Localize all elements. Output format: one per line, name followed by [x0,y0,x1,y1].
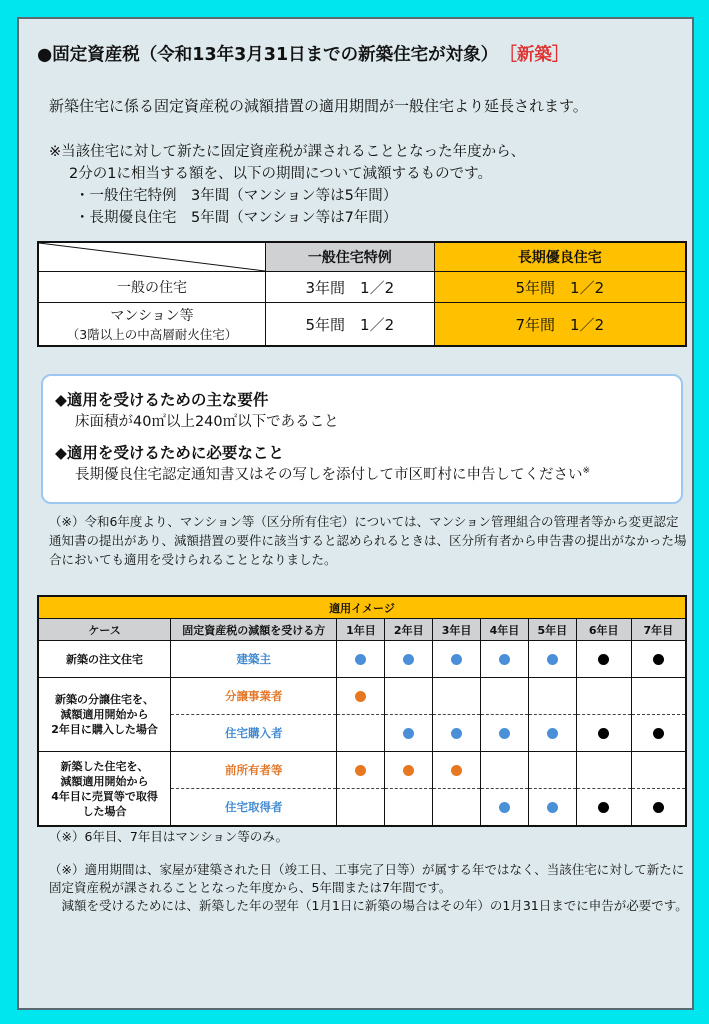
year-cell [576,678,631,715]
header-year-3: 3年目 [433,619,481,641]
cell-mansion-long: 7年間 1／2 [434,303,686,347]
year-cell [337,678,385,715]
black-dot-icon [598,654,609,665]
year-cell [337,752,385,789]
footnote-period-2: 減額を受けるためには、新築した年の翌年（1月1日に新築の場合はその年）の1月31日までに申告が必要です。 [49,898,688,913]
footnote-period-1: （※）適用期間は、家屋が建築された日（竣工日、工事完了日等）が属する年ではなく、当該住宅に対して新たに固定資産税が課されることとなった年度から、5年間または7年間です。 [49,862,685,895]
header-year-5: 5年目 [528,619,576,641]
recipient-cell: 分譲事業者 [171,678,337,715]
year-cell [528,752,576,789]
note-period [49,141,525,229]
black-dot-icon [598,728,609,739]
note-mark: ※ [582,466,591,477]
year-cell [528,678,576,715]
blue-dot-icon [355,654,366,665]
cell-mansion-general: 5年間 1／2 [266,303,435,347]
recipient-cell: 前所有者等 [171,752,337,789]
blue-dot-icon [499,728,510,739]
black-dot-icon [653,802,664,813]
year-cell [576,641,631,678]
black-dot-icon [598,802,609,813]
case-cell [38,641,171,678]
requirement-heading-1: ◆適用を受けるための主な要件 [55,391,269,409]
diagonal-corner-cell [38,242,266,272]
year-cell [385,641,433,678]
year-cell [433,752,481,789]
year-cell [481,752,529,789]
year-cell [631,752,686,789]
cell-general-house-general: 3年間 1／2 [266,272,435,303]
recipient-cell: 建築主 [171,641,337,678]
recipient-cell: 住宅購入者 [171,715,337,752]
page-title [37,41,569,66]
orange-dot-icon [355,691,366,702]
note-line-1: ※当該住宅に対して新たに固定資産税が課されることとなった年度から、 [49,144,526,160]
header-long-term: 長期優良住宅 [434,242,686,272]
row-label-mansion [38,303,266,347]
orange-dot-icon [403,765,414,776]
mansion-label: マンション等 [110,308,194,324]
requirements-box [41,374,683,504]
year-cell [631,641,686,678]
year-cell [337,789,385,827]
year-cell [481,678,529,715]
note-line-3: ・一般住宅特例 3年間（マンション等は5年間） [75,188,398,204]
case-line: 減額適用開始から [60,708,149,721]
year-cell [337,715,385,752]
year-cell [576,789,631,827]
header-year-7: 7年目 [631,619,686,641]
year-cell [576,715,631,752]
table-caption: 適用イメージ [38,596,686,619]
year-cell [528,789,576,827]
mansion-sublabel: （3階以上の中高層耐火住宅） [66,327,238,342]
table-row [38,752,686,789]
blue-dot-icon [451,728,462,739]
year-cell [481,715,529,752]
title-text: ●固定資産税（令和13年3月31日までの新築住宅が対象） [37,45,499,65]
year-cell [385,715,433,752]
requirement-body-1: 床面積が40㎡以上240㎡以下であること [75,414,339,430]
case-line: 2年目に購入した場合 [51,723,158,736]
header-year-4: 4年目 [481,619,529,641]
requirement-body-2 [55,463,681,484]
black-dot-icon [653,728,664,739]
new-build-tag: ［新築］ [508,45,570,65]
year-cell [337,641,385,678]
year-cell [433,641,481,678]
case-cell [38,678,171,752]
row-label-general-house: 一般の住宅 [38,272,266,303]
note-line-4: ・長期優良住宅 5年間（マンション等は7年間） [75,210,398,226]
year-cell [481,789,529,827]
intro-text: 新築住宅に係る固定資産税の減額措置の適用期間が一般住宅より延長されます。 [49,97,588,115]
header-year-2: 2年目 [385,619,433,641]
header-case: ケース [38,619,171,641]
case-line: 新築の分譲住宅を、 [55,693,155,706]
case-line: 減額適用開始から [60,774,149,788]
requirement-body-2-text: 長期優良住宅認定通知書又はその写しを添付して市区町村に申告してください [75,467,583,483]
cell-general-house-long: 5年間 1／2 [434,272,686,303]
blue-dot-icon [547,802,558,813]
footnote-period [49,861,689,915]
case-line: 新築の注文住宅 [66,652,144,666]
orange-dot-icon [451,765,462,776]
document-page [17,17,694,1010]
header-general: 一般住宅特例 [266,242,435,272]
blue-dot-icon [547,728,558,739]
blue-dot-icon [403,728,414,739]
year-cell [631,789,686,827]
note-line-2: 2分の1に相当する額を、以下の期間について減額するものです。 [69,166,492,182]
year-cell [481,641,529,678]
year-cell [528,715,576,752]
footnote-years: （※）6年目、7年目はマンション等のみ。 [49,829,289,844]
case-line: した場合 [82,804,127,818]
year-cell [631,678,686,715]
year-cell [576,752,631,789]
year-cell [385,789,433,827]
orange-dot-icon [355,765,366,776]
header-recipient: 固定資産税の減額を受ける方 [171,619,337,641]
diagonal-line [39,243,265,271]
table-row [38,678,686,715]
year-cell [385,752,433,789]
blue-dot-icon [451,654,462,665]
year-cell [528,641,576,678]
blue-dot-icon [547,654,558,665]
year-cell [433,678,481,715]
requirement-heading-2: ◆適用を受けるために必要なこと [55,444,284,462]
reduction-period-table [37,241,687,347]
year-cell [433,789,481,827]
case-line: 新築した住宅を、 [60,759,149,773]
table-row [38,641,686,678]
year-cell [433,715,481,752]
blue-dot-icon [499,654,510,665]
year-cell [631,715,686,752]
case-line: 4年目に売買等で取得 [51,789,158,803]
note-mansion: （※）令和6年度より、マンション等（区分所有住宅）については、マンション管理組合の管理者等から変更認定通知書の提出があり、減額措置の要件に該当すると認められるときは、区分所有者から申告書の提出がなかった場合においても適用を受けられることとなりました。 [49,514,687,567]
case-cell [38,752,171,827]
year-cell [385,678,433,715]
application-image-table [37,595,687,827]
recipient-cell: 住宅取得者 [171,789,337,827]
blue-dot-icon [499,802,510,813]
header-year-6: 6年目 [576,619,631,641]
black-dot-icon [653,654,664,665]
blue-dot-icon [403,654,414,665]
header-year-1: 1年目 [337,619,385,641]
